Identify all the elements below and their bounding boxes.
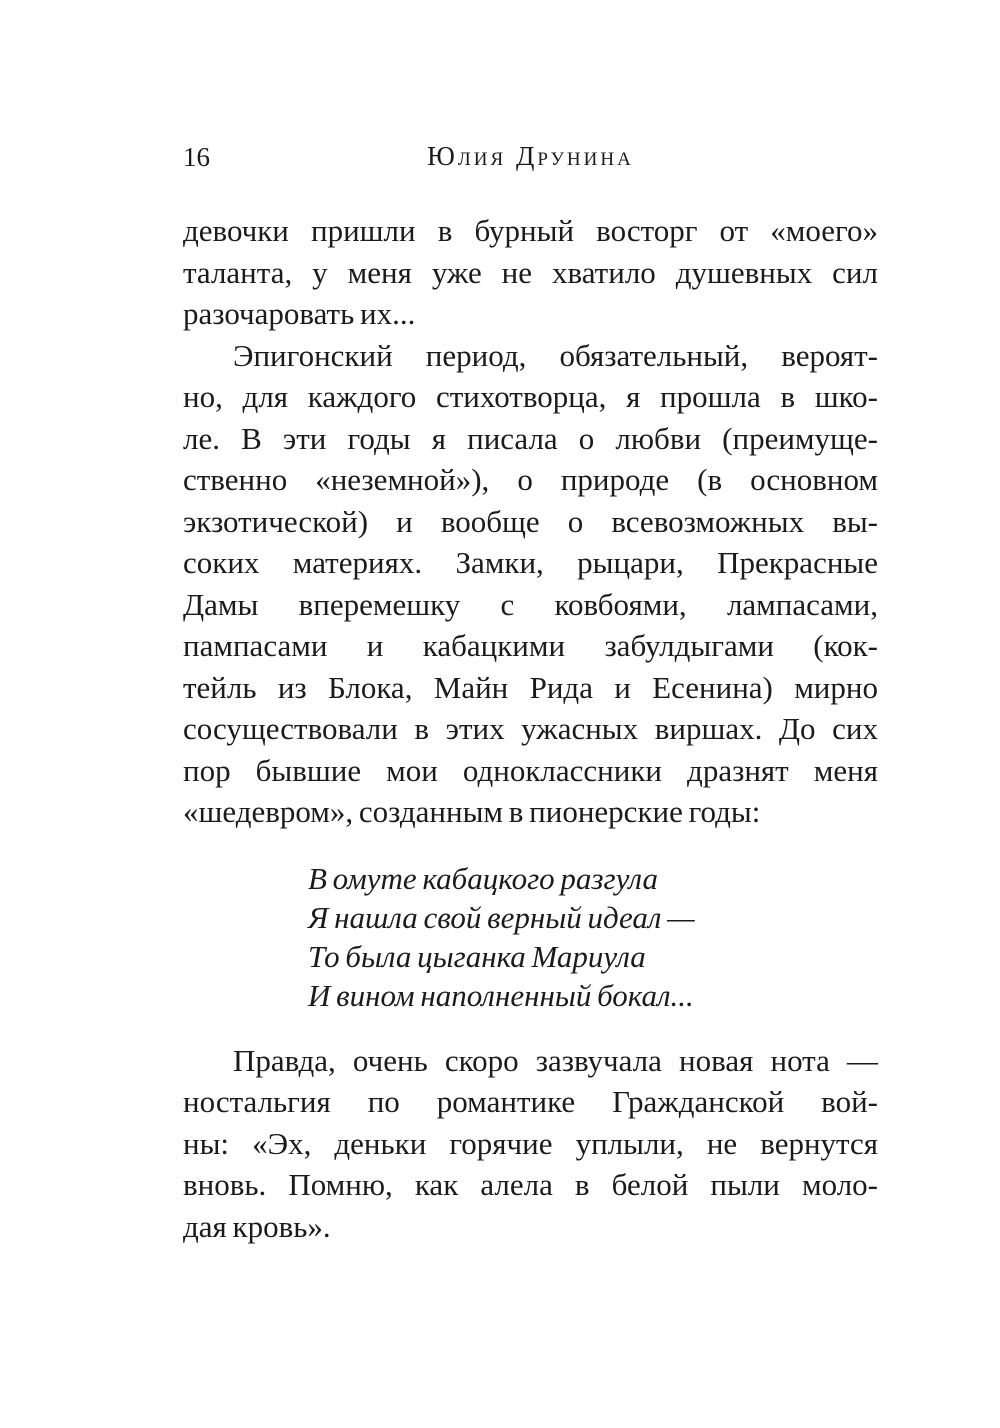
text-line: И вином наполненный бокал... bbox=[308, 977, 694, 1013]
text-line: ле. В эти годы я писала о любви (преимуще- bbox=[183, 420, 878, 456]
text-line: тейль из Блока, Майн Рида и Есенина) мирно bbox=[183, 669, 878, 705]
poem-quote bbox=[308, 859, 878, 1015]
text-line: экзотической) и вообще о всевозможных вы- bbox=[183, 503, 878, 539]
text-line: «шедевром», созданным в пионерские годы: bbox=[183, 794, 761, 829]
text-line: соких материях. Замки, рыцари, Прекрасные bbox=[183, 545, 878, 580]
text-line: Я нашла свой верный идеал — bbox=[308, 899, 695, 935]
text-line: сосуществовали в этих ужасных виршах. До сих bbox=[183, 711, 878, 746]
text-line: девочки пришли в бурный восторг от «моего» bbox=[183, 213, 878, 248]
text-line: таланта, у меня уже не хватило душевных сил bbox=[183, 254, 878, 290]
text-line: Дамы вперемешку с ковбоями, лампасами, bbox=[183, 586, 878, 622]
text-line: разочаровать их... bbox=[183, 296, 416, 331]
text-line: ственно «неземной»), о природе (в основном bbox=[183, 462, 878, 497]
text-line: В омуте кабацкого разгула bbox=[308, 860, 658, 896]
text-line: ны: «Эх, деньки горячие уплыли, не вернутся bbox=[183, 1125, 878, 1161]
page-number: 16 bbox=[183, 142, 210, 172]
text-line: Эпигонский период, обязательный, вероят- bbox=[233, 337, 878, 373]
paragraph bbox=[183, 210, 878, 335]
text-line: То была цыганка Мариула bbox=[308, 938, 646, 974]
text-line: пампасами и кабацкими забулдыгами (кок- bbox=[183, 628, 878, 663]
text-line: пор бывшие мои одноклассники дразнят меня bbox=[183, 752, 878, 788]
paragraph bbox=[183, 1040, 878, 1248]
text-line: Правда, очень скоро зазвучала новая нота — bbox=[233, 1042, 878, 1078]
paragraph bbox=[183, 335, 878, 833]
text-line: дая кровь». bbox=[183, 1208, 331, 1244]
page-header bbox=[183, 141, 878, 175]
running-title: Юлия Друнина bbox=[427, 141, 634, 171]
text-line: но, для каждого стихотворца, я прошла в шко- bbox=[183, 379, 878, 414]
text-line: ностальгия по романтике Гражданской вой- bbox=[183, 1084, 878, 1119]
text-line: вновь. Помню, как алела в белой пыли моло- bbox=[183, 1167, 878, 1202]
body-text bbox=[183, 210, 878, 1247]
